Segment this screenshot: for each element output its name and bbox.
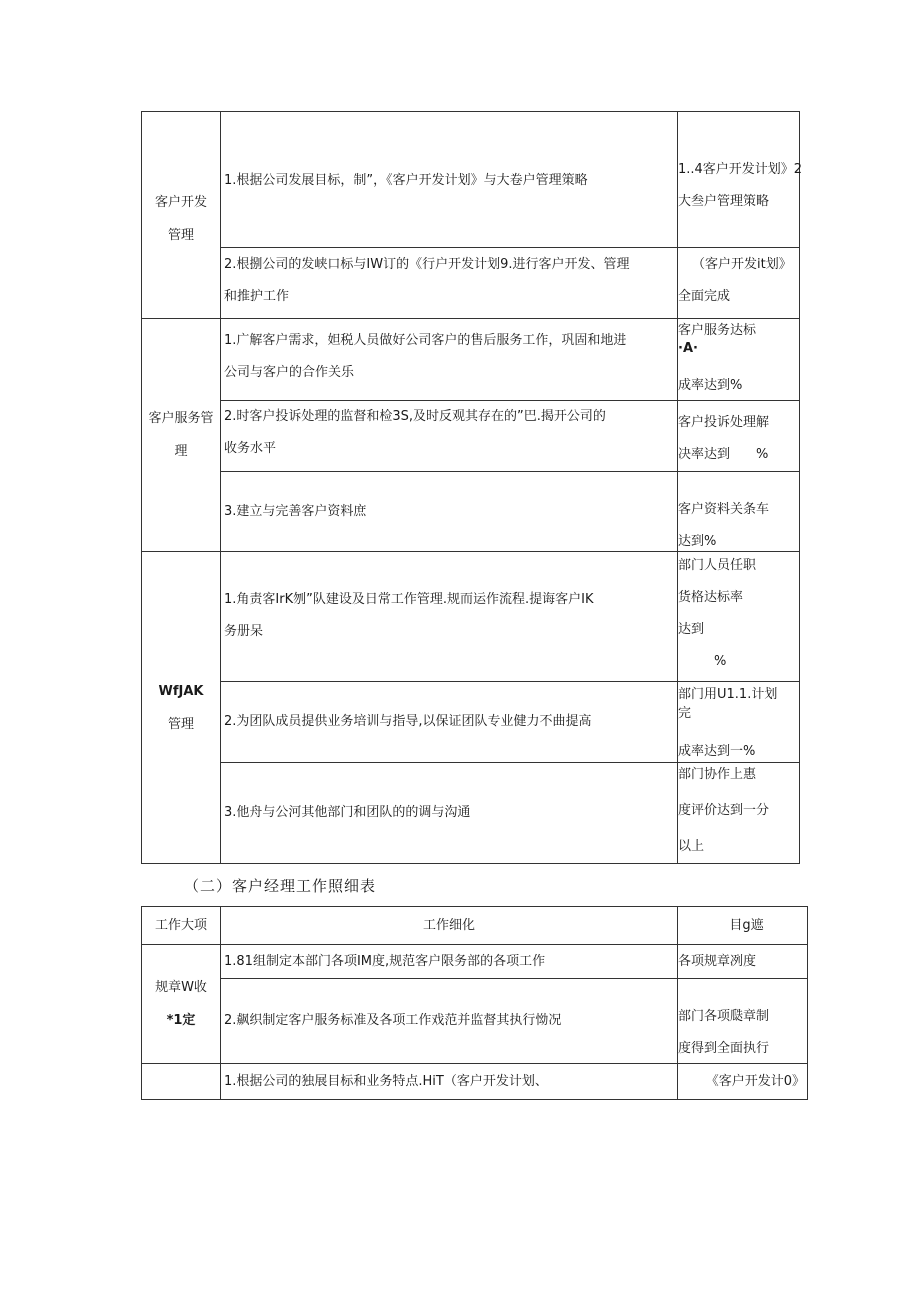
category-cell	[142, 112, 221, 319]
target-cell	[678, 401, 800, 472]
category-text: 管理	[167, 228, 194, 243]
column-header: 工作大项	[142, 907, 221, 945]
column-header: 工作细化	[221, 907, 678, 945]
category-text: 客户服务管	[148, 411, 214, 426]
category-cell	[142, 552, 221, 864]
table-row	[142, 112, 800, 248]
detail-text: 2.时客户投诉处理的监督和检3S,及时反观其存在的”巴.揭开公司的	[224, 409, 606, 424]
target-cell	[678, 112, 803, 248]
target-text: 完	[678, 706, 692, 721]
target-text: 度得到全面执行	[678, 1041, 770, 1056]
section-caption: （二）客户经理工作照细表	[184, 877, 377, 895]
category-text: 规章W收	[155, 980, 207, 995]
target-text: 达到	[678, 622, 705, 637]
table-row	[142, 319, 800, 401]
detail-text: 3.他舟与公河其他部门和团队的的调与沟通	[224, 805, 471, 820]
detail-cell	[221, 112, 678, 248]
detail-text: 1.根据公司的独展目标和业务特点.HiT（客户开发计划、	[224, 1074, 548, 1089]
detail-text: 2.为团队成员提供业务培训与指导,以保证团队专业健力不曲提高	[224, 714, 592, 729]
target-text: 部门各项瓞章制	[678, 1009, 770, 1024]
category-cell	[142, 319, 221, 552]
category-text: 客户开发	[154, 195, 207, 210]
target-text: 决率达到 %	[678, 447, 769, 462]
table-row	[142, 945, 808, 979]
category-text: *1定	[166, 1013, 196, 1028]
detail-cell	[221, 763, 678, 864]
category-text: WfJAK	[158, 683, 204, 699]
target-cell	[678, 945, 808, 979]
target-text: 《客户开发计0》	[705, 1074, 805, 1089]
table-row	[142, 472, 800, 552]
detail-text: 2.根捌公司的发峡口标与IW订的《行户开发计划9.进行客户开发、管理	[224, 257, 630, 272]
table-row	[142, 552, 800, 682]
detail-cell	[221, 472, 678, 552]
table-row	[142, 248, 800, 319]
target-cell	[678, 552, 800, 682]
table-row	[142, 1064, 808, 1100]
detail-text: 1.角责客IrK刎”队建设及日常工作管理.规而运作流程.提诲客户IK	[224, 592, 594, 607]
category-cell	[142, 1064, 221, 1100]
target-text: 度评价达到一分	[678, 803, 770, 818]
target-text: 客户资料关条车	[678, 502, 770, 517]
table-row	[142, 763, 800, 864]
detail-text: 收务水平	[224, 441, 277, 456]
target-text: 达到%	[678, 534, 717, 549]
detail-text: 和推护工作	[224, 289, 290, 304]
table-row	[142, 682, 800, 763]
detail-cell	[221, 248, 678, 319]
target-text: 各项规章冽度	[678, 954, 757, 969]
detail-cell	[221, 401, 678, 472]
target-text: 1..4客户开发计划》2	[678, 162, 803, 177]
detail-text: 2.飙织制定客户服务标准及各项工作戏范并监督其执行怮况	[224, 1013, 562, 1028]
target-text: 货格达标率	[678, 590, 744, 605]
detail-cell	[221, 1064, 678, 1100]
target-cell	[678, 682, 800, 763]
category-cell	[142, 945, 221, 1064]
detail-text: 1.81组制定本部门各项IM度,规范客户限务部的各项工作	[224, 954, 546, 969]
detail-text: 公司与客户的合作关乐	[224, 365, 355, 380]
target-text: 客户服务达标	[678, 323, 757, 338]
table-row	[142, 979, 808, 1064]
category-text: 管理	[167, 716, 194, 732]
target-text: 部门协作上惠	[678, 767, 757, 782]
target-cell	[678, 1064, 808, 1100]
target-text: 成率达到%	[678, 378, 743, 393]
detail-cell	[221, 682, 678, 763]
target-text: ·A·	[678, 341, 698, 356]
target-text: 部门用U1.1.计划	[678, 687, 778, 702]
job-detail-table-1	[141, 111, 803, 864]
target-text: %	[714, 654, 727, 669]
detail-cell	[221, 319, 678, 401]
target-text: 大叁户管理策略	[678, 194, 770, 209]
detail-text: 1.根据公司发展目标，制”，《客户开发计划》与大卷户管理策略	[224, 173, 588, 188]
target-cell	[678, 763, 800, 864]
target-text: 客户投诉处理解	[678, 415, 770, 430]
target-text: 全面完成	[678, 289, 731, 304]
table-header-row	[142, 907, 808, 945]
detail-text: 1.广解客户需求，妲税人员做好公司客户的售后服务工作，巩固和地进	[224, 333, 627, 348]
target-text: 以上	[678, 839, 705, 854]
target-cell	[678, 319, 800, 401]
target-text: （客户开发it划》	[692, 257, 792, 272]
detail-cell	[221, 552, 678, 682]
target-text: 成率达到一%	[678, 744, 756, 759]
job-detail-table-2	[141, 906, 808, 1100]
table-row	[142, 401, 800, 472]
target-cell	[678, 248, 800, 319]
target-text: 部门人员任职	[678, 558, 757, 573]
detail-cell	[221, 979, 678, 1064]
target-cell	[678, 979, 808, 1064]
column-header: 目g遮	[678, 907, 808, 945]
detail-text: 3.建立与完善客户资料庶	[224, 504, 367, 519]
category-text: 理	[174, 444, 188, 459]
target-cell	[678, 472, 800, 552]
detail-cell	[221, 945, 678, 979]
detail-text: 务册呆	[224, 624, 264, 639]
